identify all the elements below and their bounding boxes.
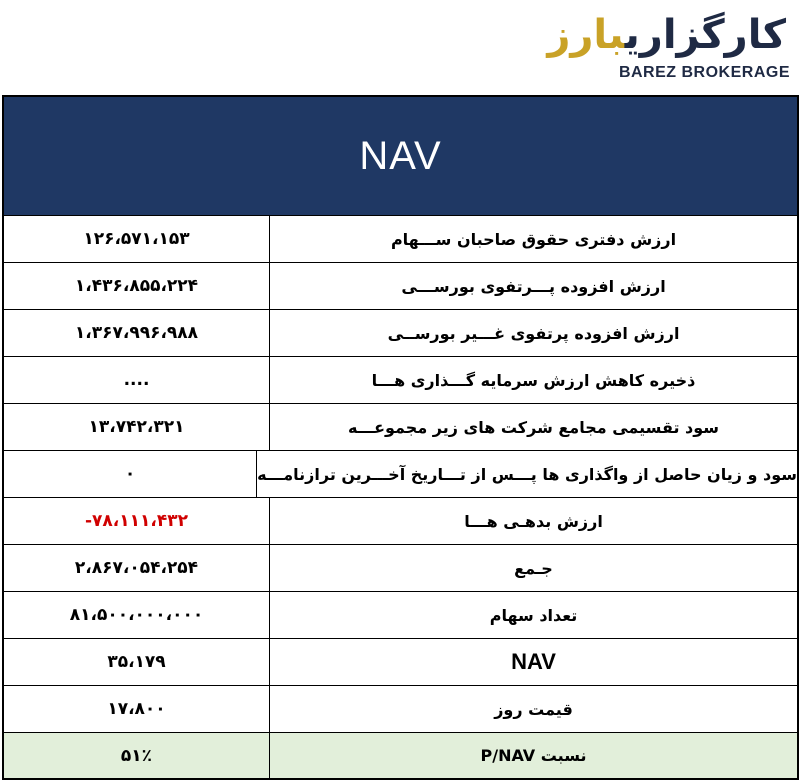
row-label: ارزش دفتری حقوق صاحبان ســـهام: [390, 229, 677, 249]
logo-persian: [547, 10, 786, 60]
row-value: ۵۱٪: [4, 733, 270, 778]
row-value: ....: [4, 357, 270, 403]
table-row: [4, 498, 797, 545]
table-row: [4, 216, 797, 263]
row-label: تعداد سهام: [489, 605, 578, 625]
row-label: ذخیره کاهش ارزش سرمایه گـــذاری هـــا: [371, 370, 696, 390]
row-value: ۲،۸۶۷،۰۵۴،۲۵۴: [4, 545, 270, 591]
row-value: ۱۲۶،۵۷۱،۱۵۳: [4, 216, 270, 262]
row-label: نسبت P/NAV: [480, 746, 587, 765]
row-label: قیمت روز: [494, 699, 573, 719]
table-row: [4, 686, 797, 733]
table-row: [4, 404, 797, 451]
row-value: ۰: [4, 451, 257, 497]
table-header: [4, 97, 797, 216]
row-value: ۱،۳۶۷،۹۹۶،۹۸۸: [4, 310, 270, 356]
table-row: [4, 545, 797, 592]
row-value: ۱۳،۷۴۲،۳۲۱: [4, 404, 270, 450]
row-label: ارزش افزوده پـــرتفوی بورســـی: [401, 276, 666, 296]
row-value: ۱،۴۳۶،۸۵۵،۲۲۴: [4, 263, 270, 309]
row-label: ارزش بدهـی هـــا: [464, 511, 603, 531]
nav-table: [2, 95, 799, 780]
row-label: جـمع: [514, 558, 553, 578]
table-row: [4, 592, 797, 639]
table-row-highlight: [4, 733, 797, 778]
row-value: ۸۱،۵۰۰،۰۰۰،۰۰۰: [4, 592, 270, 638]
table-title: NAV: [359, 133, 442, 178]
logo-text-accent: بارز: [547, 12, 625, 58]
table-row: [4, 263, 797, 310]
row-value: ۱۷،۸۰۰: [4, 686, 270, 732]
logo-text-main: کارگزاری: [624, 12, 786, 58]
table-row: [4, 451, 797, 498]
row-value: ۳۵،۱۷۹: [4, 639, 270, 685]
brand-logo: [547, 8, 790, 90]
row-value-negative: -۷۸،۱۱۱،۴۳۲: [4, 498, 270, 544]
row-label: NAV: [511, 649, 556, 674]
table-row: [4, 310, 797, 357]
row-label: سود تقسیمی مجامع شرکت های زیر مجموعـــه: [347, 417, 720, 437]
table-row: [4, 357, 797, 404]
logo-english: BAREZ BROKERAGE: [618, 64, 790, 81]
row-label: ارزش افزوده پرتفوی غـــیر بورســی: [387, 323, 680, 343]
row-label: سود و زیان حاصل از واگذاری ها پـــس از تـــاریخ آخـــرین ترازنامـــه: [257, 464, 797, 484]
table-row: [4, 639, 797, 686]
